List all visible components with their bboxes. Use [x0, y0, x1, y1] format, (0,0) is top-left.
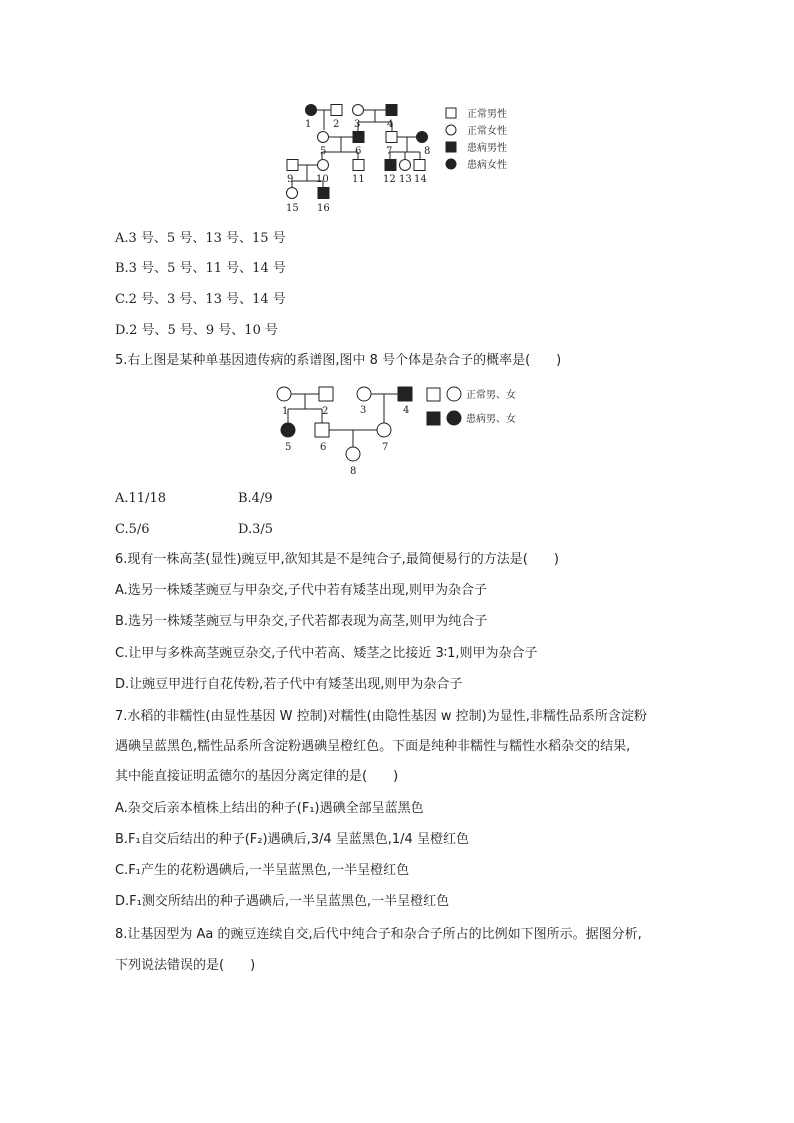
q5-option-a: A.11/18 [115, 491, 166, 506]
legend-normal-male-icon [446, 108, 456, 118]
q5-individual-2 [319, 387, 333, 401]
legend-affected-male-icon [446, 142, 456, 152]
legend-normal-female-icon [446, 125, 456, 135]
q5-legend-normal-male-icon [427, 388, 440, 401]
q5-label-2: 2 [322, 406, 329, 417]
label-7: 7 [386, 146, 393, 157]
q7-option-a: A.杂交后亲本植株上结出的种子(F₁)遇碘全部呈蓝黑色 [115, 801, 424, 816]
q6-option-c: C.让甲与多株高茎豌豆杂交,子代中若高、矮茎之比接近 3∶1,则甲为杂合子 [115, 646, 538, 661]
individual-15 [287, 188, 298, 199]
q5-label-7: 7 [382, 442, 389, 453]
q4-option-c: C.2 号、3 号、13 号、14 号 [115, 292, 286, 307]
q5-legend-affected: 患病男、女 [466, 414, 516, 425]
q5-stem: 5.右上图是某种单基因遗传病的系谱图,图中 8 号个体是杂合子的概率是( ) [115, 353, 562, 368]
individual-8 [417, 132, 428, 143]
q5-individual-5 [281, 423, 295, 437]
label-12: 12 [383, 174, 396, 185]
pedigree-chart-2 [0, 380, 794, 480]
q5-individual-7 [377, 423, 391, 437]
q5-label-8: 8 [350, 466, 357, 477]
individual-5 [318, 132, 329, 143]
q7-option-c: C.F₁产生的花粉遇碘后,一半呈蓝黑色,一半呈橙红色 [115, 863, 410, 878]
q5-legend-normal-female-icon [447, 387, 461, 401]
q6-option-b: B.选另一株矮茎豌豆与甲杂交,子代若都表现为高茎,则甲为纯合子 [115, 614, 488, 629]
q7-stem-line-2: 遇碘呈蓝黑色,糯性品系所含淀粉遇碘呈橙红色。下面是纯种非糯性与糯性水稻杂交的结果, [115, 739, 631, 754]
label-1: 1 [305, 119, 312, 130]
label-5: 5 [320, 146, 327, 157]
legend-normal-female: 正常女性 [467, 126, 507, 137]
q5-label-4: 4 [403, 405, 410, 416]
label-4: 4 [387, 119, 394, 130]
individual-9 [287, 160, 298, 171]
individual-14 [414, 160, 425, 171]
q4-option-d: D.2 号、5 号、9 号、10 号 [115, 323, 278, 338]
q7-stem-line-3: 其中能直接证明孟德尔的基因分离定律的是( ) [115, 769, 399, 784]
label-16: 16 [317, 203, 330, 214]
label-2: 2 [333, 119, 340, 130]
label-8: 8 [424, 146, 431, 157]
q5-legend-normal: 正常男、女 [466, 390, 516, 401]
q5-individual-6 [315, 423, 329, 437]
individual-6 [353, 132, 364, 143]
individual-11 [353, 160, 364, 171]
q6-stem: 6.现有一株高茎(显性)豌豆甲,欲知其是不是纯合子,最简便易行的方法是( ) [115, 552, 559, 567]
q5-option-d: D.3/5 [238, 522, 274, 537]
q4-option-a: A.3 号、5 号、13 号、15 号 [115, 231, 286, 246]
legend-affected-female: 患病女性 [467, 160, 507, 171]
label-3: 3 [354, 119, 361, 130]
individual-1 [306, 105, 317, 116]
q5-label-3: 3 [360, 405, 367, 416]
q7-option-d: D.F₁测交所结出的种子遇碘后,一半呈蓝黑色,一半呈橙红色 [115, 894, 450, 909]
individual-16 [318, 188, 329, 199]
q5-option-c: C.5/6 [115, 522, 150, 537]
label-10: 10 [316, 174, 329, 185]
label-11: 11 [352, 174, 365, 185]
q5-legend-affected-male-icon [427, 412, 440, 425]
pedigree-chart-1 [0, 0, 794, 220]
legend-normal-male: 正常男性 [467, 109, 507, 120]
q6-option-d: D.让豌豆甲进行自花传粉,若子代中有矮茎出现,则甲为杂合子 [115, 677, 463, 692]
q5-label-1: 1 [282, 406, 289, 417]
q5-legend-affected-female-icon [447, 411, 461, 425]
label-14: 14 [414, 174, 427, 185]
individual-4 [386, 105, 397, 116]
label-13: 13 [399, 174, 412, 185]
individual-3 [353, 105, 364, 116]
label-15: 15 [286, 203, 299, 214]
q5-option-b: B.4/9 [238, 491, 273, 506]
individual-13 [400, 160, 411, 171]
individual-7 [386, 132, 397, 143]
q4-option-b: B.3 号、5 号、11 号、14 号 [115, 261, 286, 276]
individual-2 [331, 105, 342, 116]
q7-stem-line-1: 7.水稻的非糯性(由显性基因 W 控制)对糯性(由隐性基因 w 控制)为显性,非糯性品系所含淀粉 [115, 709, 647, 724]
q8-stem-line-1: 8.让基因型为 Aa 的豌豆连续自交,后代中纯合子和杂合子所占的比例如下图所示。据图分析, [115, 927, 642, 942]
q5-individual-4 [398, 387, 412, 401]
q5-individual-1 [277, 387, 291, 401]
individual-10 [318, 160, 329, 171]
q7-option-b: B.F₁自交后结出的种子(F₂)遇碘后,3/4 呈蓝黑色,1/4 呈橙红色 [115, 832, 469, 847]
q5-individual-3 [357, 387, 371, 401]
q5-individual-8 [346, 447, 360, 461]
q5-label-6: 6 [320, 442, 327, 453]
q5-label-5: 5 [285, 442, 292, 453]
q8-stem-line-2: 下列说法错误的是( ) [115, 958, 256, 973]
legend-affected-male: 患病男性 [467, 143, 507, 154]
q6-option-a: A.选另一株矮茎豌豆与甲杂交,子代中若有矮茎出现,则甲为杂合子 [115, 583, 488, 598]
individual-12 [385, 160, 396, 171]
label-9: 9 [287, 174, 294, 185]
legend-affected-female-icon [446, 159, 456, 169]
label-6: 6 [355, 146, 362, 157]
